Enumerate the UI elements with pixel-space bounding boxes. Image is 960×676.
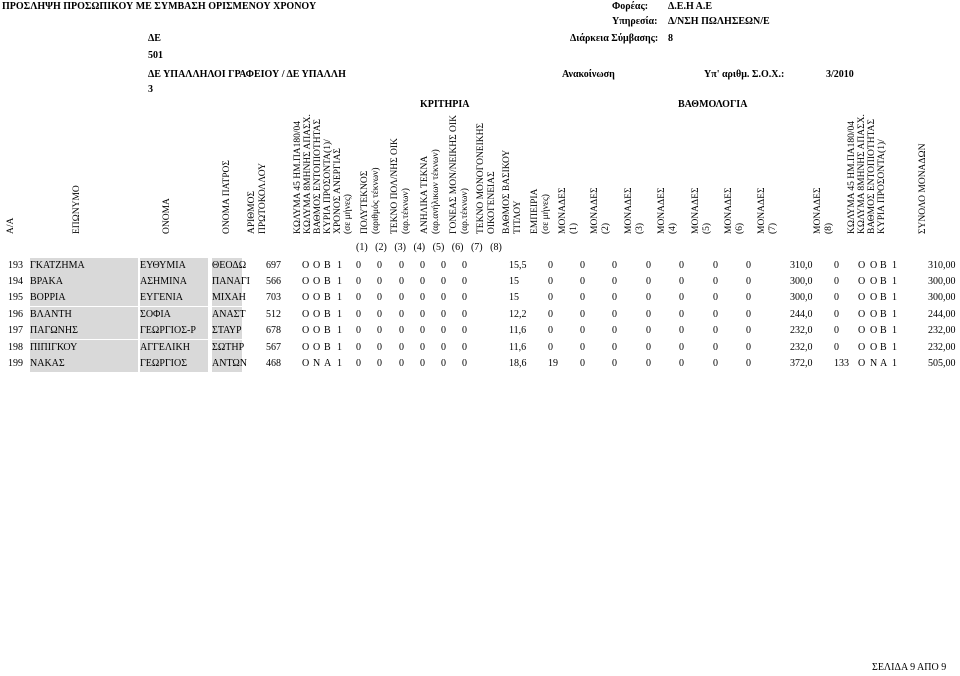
cell-monades-8: 0: [834, 342, 839, 353]
cell-kritirio-3: 0: [399, 309, 404, 320]
cell-monades-4: 0: [679, 292, 684, 303]
cell-monades-8: 0: [834, 325, 839, 336]
cell-synolo: 310,00: [928, 260, 956, 271]
cell-kritirio-4: 0: [420, 342, 425, 353]
table-row: [0, 258, 960, 274]
cell-entopiotita: Β: [324, 276, 331, 287]
cell-kyria-prosonta-b: 1: [892, 342, 897, 353]
cell-monades-6: 0: [746, 292, 751, 303]
col-teknopol-1: ΤΕΚΝΟ ΠΟΛ/ΝΗΣ ΟΙΚ: [390, 138, 400, 234]
cell-monades-2: 0: [612, 260, 617, 271]
cell-monades-5: 0: [713, 309, 718, 320]
col-protokollo-2: ΠΡΩΤΟΚΟΛΛΟΥ: [258, 163, 268, 234]
announcement-label: Ανακοίνωση: [562, 69, 615, 80]
cell-monades-6: 0: [746, 276, 751, 287]
col-monades-3-num: (3): [635, 222, 645, 234]
cell-kolyma-45-b: Ο: [858, 342, 866, 353]
sox-label: Υπ' αριθμ. Σ.Ο.Χ.:: [704, 69, 785, 80]
table-row: [0, 274, 960, 290]
cell-monades-6: 0: [746, 309, 751, 320]
cell-kritirio-1: 0: [356, 325, 361, 336]
cell-kritirio-7: 15,5: [509, 260, 527, 271]
cell-kolyma-45: Ο: [302, 342, 310, 353]
col-kolyma-2: ΚΩΛΥΜΑ 8ΜΗΝΗΣ ΑΠΑΣΧ.: [303, 114, 313, 234]
table-row: [0, 340, 960, 356]
cell-aa: 199: [8, 358, 23, 369]
ypiresia-label: Υπηρεσία:: [612, 16, 658, 27]
cell-monades-5: 0: [713, 342, 718, 353]
foreas-value: Δ.Ε.Η Α.Ε: [668, 1, 713, 12]
cell-kyria-prosonta: 1: [337, 342, 342, 353]
cell-kritirio-3: 0: [399, 276, 404, 287]
cell-monades-4: 0: [679, 309, 684, 320]
col-kolyma-b-3: ΒΑΘΜΟΣ ΕΝΤΟΠΙΟΤΗΤΑΣ: [867, 118, 877, 234]
cell-kritirio-4: 0: [420, 276, 425, 287]
cell-protokollo: 703: [266, 292, 281, 303]
cell-patros: ΘΕΟΔΩ: [212, 260, 247, 271]
cell-monades-1: 0: [580, 260, 585, 271]
cell-synolo: 232,00: [928, 342, 956, 353]
col-patros: ΟΝΟΜΑ ΠΑΤΡΟΣ: [222, 160, 232, 234]
cell-kolyma-8m-b: Ο: [870, 260, 878, 271]
sox-value: 3/2010: [826, 69, 854, 80]
cell-kolyma-45: Ο: [302, 276, 310, 287]
col-xronos-1: ΧΡΟΝΟΣ ΑΝΕΡΓΙΑΣ: [333, 148, 343, 234]
cell-monades-3: 0: [646, 358, 651, 369]
cell-kolyma-45-b: Ο: [858, 276, 866, 287]
cell-onoma: ΣΟΦΙΑ: [140, 309, 171, 320]
cell-kolyma-8m: Ο: [313, 342, 321, 353]
cell-entopiotita: Β: [324, 292, 331, 303]
cell-monades-5: 0: [713, 276, 718, 287]
cell-aa: 193: [8, 260, 23, 271]
cell-kolyma-8m-b: Ο: [870, 309, 878, 320]
cell-monades-8: 0: [834, 276, 839, 287]
col-monades-1-num: (1): [569, 222, 579, 234]
col-kolyma-b-1: ΚΩΛΥΜΑ 45 ΗΜ.ΠΑ180/04: [847, 120, 857, 234]
col-kolyma-b-4: ΚΥΡΙΑ ΠΡΟΣΟΝΤΑ(1)/: [877, 139, 887, 234]
cell-monades-6: 0: [746, 325, 751, 336]
cell-kyria-prosonta: 1: [337, 260, 342, 271]
cell-entopiotita-b: Β: [880, 325, 887, 336]
col-anilika-2: (αρ.ανήλικων τέκνων): [431, 149, 441, 234]
cell-kritirio-2: 0: [377, 325, 382, 336]
column-headers: [0, 98, 960, 234]
cell-monades-1: 0: [580, 342, 585, 353]
cell-kolyma-8m-b: Ο: [870, 276, 878, 287]
col-kolyma-4: ΚΥΡΙΑ ΠΡΟΣΟΝΤΑ(1)/: [323, 139, 333, 234]
col-goneas-2: (αρ.τέκνων): [460, 188, 470, 234]
cell-aa: 197: [8, 325, 23, 336]
cell-kritirio-8: 0: [548, 342, 553, 353]
cell-monades-7: 300,0: [790, 292, 813, 303]
cell-kritirio-6: 0: [462, 260, 467, 271]
cell-protokollo: 567: [266, 342, 281, 353]
cell-kritirio-7: 11,6: [509, 342, 527, 353]
cell-entopiotita: Α: [324, 358, 332, 369]
cell-kolyma-45-b: Ο: [858, 292, 866, 303]
cell-kolyma-8m-b: Ν: [870, 358, 878, 369]
col-eponymo: ΕΠΩΝΥΜΟ: [72, 185, 82, 234]
col-empeiria-2: (σε μήνες): [541, 194, 551, 234]
cell-kritirio-1: 0: [356, 260, 361, 271]
cell-entopiotita-b: Α: [880, 358, 888, 369]
col-kolyma-1: ΚΩΛΥΜΑ 45 ΗΜ.ΠΑ180/04: [293, 120, 303, 234]
cell-entopiotita: Β: [324, 342, 331, 353]
cell-monades-7: 310,0: [790, 260, 813, 271]
col-onoma: ΟΝΟΜΑ: [162, 198, 172, 234]
cell-kritirio-6: 0: [462, 309, 467, 320]
cell-kyria-prosonta: 1: [337, 276, 342, 287]
diarkeia-value: 8: [668, 33, 673, 44]
col-teknomon-1: ΤΕΚΝΟ ΜΟΝΟΓΟΝΕΙΚΗΣ: [476, 122, 486, 234]
cell-monades-3: 0: [646, 292, 651, 303]
criteria-numbers: (1) (2) (3) (4) (5) (6) (7) (8): [356, 242, 502, 253]
cell-kolyma-45: Ο: [302, 309, 310, 320]
table-row: [0, 356, 960, 372]
cell-kolyma-8m-b: Ο: [870, 325, 878, 336]
cell-kritirio-8: 0: [548, 309, 553, 320]
cell-onoma: ΕΥΓΕΝΙΑ: [140, 292, 183, 303]
cell-kolyma-45: Ο: [302, 292, 310, 303]
cell-kritirio-2: 0: [377, 276, 382, 287]
cell-monades-2: 0: [612, 276, 617, 287]
cell-kritirio-1: 0: [356, 358, 361, 369]
cell-kritirio-4: 0: [420, 358, 425, 369]
cell-kritirio-2: 0: [377, 342, 382, 353]
cell-patros: ΣΤΑΥΡ: [212, 325, 242, 336]
cell-kritirio-7: 11,6: [509, 325, 527, 336]
col-monades-2-num: (2): [601, 222, 611, 234]
cell-monades-5: 0: [713, 260, 718, 271]
cell-monades-2: 0: [612, 358, 617, 369]
cell-monades-7: 244,0: [790, 309, 813, 320]
cell-monades-5: 0: [713, 358, 718, 369]
table-row: [0, 307, 960, 323]
cell-kritirio-1: 0: [356, 342, 361, 353]
cell-protokollo: 697: [266, 260, 281, 271]
cell-aa: 196: [8, 309, 23, 320]
vathmologia-group-header: ΒΑΘΜΟΛΟΓΙΑ: [678, 99, 748, 110]
cell-monades-3: 0: [646, 309, 651, 320]
cell-eponymo: ΓΚΑΤΖΗΜΑ: [30, 260, 85, 271]
col-kolyma-b-2: ΚΩΛΥΜΑ 8ΜΗΝΗΣ ΑΠΑΣΧ.: [857, 114, 867, 234]
col-goneas-1: ΓΟΝΕΑΣ ΜΟΝ/ΝΕΙΚΗΣ ΟΙΚ: [449, 115, 459, 234]
cell-entopiotita-b: Β: [880, 260, 887, 271]
cell-kritirio-4: 0: [420, 325, 425, 336]
kritiria-group-header: ΚΡΙΤΗΡΙΑ: [420, 99, 470, 110]
cell-synolo: 232,00: [928, 325, 956, 336]
cell-monades-3: 0: [646, 342, 651, 353]
col-monades-7-num: (7): [768, 222, 778, 234]
diarkeia-label: Διάρκεια Σύμβασης:: [570, 33, 659, 44]
cell-kolyma-8m-b: Ο: [870, 342, 878, 353]
cell-kolyma-45-b: Ο: [858, 325, 866, 336]
cell-monades-5: 0: [713, 325, 718, 336]
cell-kolyma-45: Ο: [302, 260, 310, 271]
cell-monades-2: 0: [612, 309, 617, 320]
cell-onoma: ΕΥΘΥΜΙΑ: [140, 260, 186, 271]
cell-kritirio-5: 0: [441, 342, 446, 353]
cell-kritirio-3: 0: [399, 325, 404, 336]
cell-kritirio-5: 0: [441, 309, 446, 320]
col-vathmos-2: ΤΙΤΛΟΥ: [513, 200, 523, 234]
cell-kritirio-1: 0: [356, 276, 361, 287]
cell-protokollo: 566: [266, 276, 281, 287]
cell-monades-2: 0: [612, 325, 617, 336]
cell-entopiotita: Β: [324, 309, 331, 320]
cell-monades-7: 232,0: [790, 325, 813, 336]
col-monades-8-num: (8): [824, 222, 834, 234]
table-row: [0, 290, 960, 306]
cell-patros: ΑΝΑΣΤ: [212, 309, 246, 320]
cell-synolo: 300,00: [928, 292, 956, 303]
cell-synolo: 244,00: [928, 309, 956, 320]
cell-onoma: ΑΣΗΜΙΝΑ: [140, 276, 187, 287]
col-synolo: ΣΥΝΟΛΟ ΜΟΝΑΔΩΝ: [918, 143, 928, 234]
cell-eponymo: ΒΛΑΝΤΗ: [30, 309, 72, 320]
cell-kolyma-8m: Ο: [313, 292, 321, 303]
cell-kritirio-7: 15: [509, 276, 519, 287]
cell-kritirio-5: 0: [441, 325, 446, 336]
ypiresia-value: Δ/ΝΣΗ ΠΩΛΗΣΕΩΝ/Ε: [668, 16, 770, 27]
cell-kolyma-45-b: Ο: [858, 260, 866, 271]
cell-eponymo: ΠΙΠΙΓΚΟΥ: [30, 342, 78, 353]
cell-kritirio-7: 15: [509, 292, 519, 303]
cell-kritirio-8: 0: [548, 292, 553, 303]
cell-entopiotita-b: Β: [880, 342, 887, 353]
cell-onoma: ΓΕΩΡΓΙΟΣ-Ρ: [140, 325, 196, 336]
cell-kritirio-3: 0: [399, 292, 404, 303]
foreas-label: Φορέας:: [612, 1, 649, 12]
cell-kyria-prosonta-b: 1: [892, 276, 897, 287]
cell-kritirio-6: 0: [462, 325, 467, 336]
cell-kritirio-2: 0: [377, 260, 382, 271]
cell-patros: ΠΑΝΑΓΙ: [212, 276, 250, 287]
cell-kritirio-4: 0: [420, 292, 425, 303]
col-anilika-1: ΑΝΗΛΙΚΑ ΤΕΚΝΑ: [420, 155, 430, 234]
cell-monades-8: 133: [834, 358, 849, 369]
cell-kritirio-3: 0: [399, 358, 404, 369]
cell-entopiotita-b: Β: [880, 276, 887, 287]
cell-kyria-prosonta-b: 1: [892, 325, 897, 336]
cell-monades-7: 372,0: [790, 358, 813, 369]
cell-entopiotita-b: Β: [880, 309, 887, 320]
cell-monades-1: 0: [580, 292, 585, 303]
col-polyteknos-2: (αριθμός τέκνων): [371, 167, 381, 234]
cell-monades-5: 0: [713, 292, 718, 303]
cell-eponymo: ΒΟΡΡΙΑ: [30, 292, 66, 303]
cell-kritirio-6: 0: [462, 292, 467, 303]
cell-kritirio-3: 0: [399, 342, 404, 353]
cell-monades-6: 0: [746, 342, 751, 353]
cell-synolo: 505,00: [928, 358, 956, 369]
col-kolyma-3: ΒΑΘΜΟΣ ΕΝΤΟΠΙΟΤΗΤΑΣ: [313, 118, 323, 234]
positions-count: 3: [148, 84, 153, 95]
col-empeiria-1: ΕΜΠΕΙΡΙΑ: [530, 188, 540, 234]
cell-onoma: ΓΕΩΡΓΙΟΣ: [140, 358, 188, 369]
col-teknomon-2: ΟΙΚΟΓΕΝΕΙΑΣ: [487, 171, 497, 234]
col-monades-4-num: (4): [668, 222, 678, 234]
cell-kritirio-3: 0: [399, 260, 404, 271]
col-monades-7: ΜΟΝΑΔΕΣ: [757, 187, 767, 234]
cell-protokollo: 678: [266, 325, 281, 336]
cell-monades-3: 0: [646, 276, 651, 287]
cell-eponymo: ΠΑΓΩΝΗΣ: [30, 325, 78, 336]
cell-monades-7: 300,0: [790, 276, 813, 287]
specialty-code: 501: [148, 50, 163, 61]
col-monades-2: ΜΟΝΑΔΕΣ: [590, 187, 600, 234]
table-row: [0, 323, 960, 339]
cell-kritirio-6: 0: [462, 358, 467, 369]
cell-monades-3: 0: [646, 325, 651, 336]
cell-aa: 194: [8, 276, 23, 287]
cell-kritirio-7: 18,6: [509, 358, 527, 369]
cell-kolyma-45-b: Ο: [858, 358, 866, 369]
cell-monades-4: 0: [679, 342, 684, 353]
col-aa: Α/Α: [6, 217, 16, 234]
cell-kyria-prosonta: 1: [337, 325, 342, 336]
cell-monades-6: 0: [746, 260, 751, 271]
col-monades-6: ΜΟΝΑΔΕΣ: [724, 187, 734, 234]
cell-monades-7: 232,0: [790, 342, 813, 353]
cell-aa: 195: [8, 292, 23, 303]
cell-kritirio-8: 0: [548, 260, 553, 271]
cell-kritirio-6: 0: [462, 342, 467, 353]
cell-kolyma-45-b: Ο: [858, 309, 866, 320]
cell-kolyma-8m: Ο: [313, 309, 321, 320]
cell-patros: ΜΙΧΑΗ: [212, 292, 246, 303]
cell-eponymo: ΝΑΚΑΣ: [30, 358, 65, 369]
col-monades-5-num: (5): [702, 222, 712, 234]
cell-monades-1: 0: [580, 276, 585, 287]
cell-kyria-prosonta-b: 1: [892, 292, 897, 303]
col-vathmos-1: ΒΑΘΜΟΣ ΒΑΣΙΚΟΥ: [502, 149, 512, 234]
cell-kritirio-8: 0: [548, 325, 553, 336]
cell-kyria-prosonta-b: 1: [892, 309, 897, 320]
cell-kolyma-8m: Ν: [313, 358, 321, 369]
cell-protokollo: 468: [266, 358, 281, 369]
cell-protokollo: 512: [266, 309, 281, 320]
cell-kyria-prosonta: 1: [337, 309, 342, 320]
col-monades-1: ΜΟΝΑΔΕΣ: [558, 187, 568, 234]
cell-kritirio-2: 0: [377, 358, 382, 369]
cell-patros: ΑΝΤΩΝ: [212, 358, 248, 369]
cell-monades-1: 0: [580, 358, 585, 369]
cell-kritirio-7: 12,2: [509, 309, 527, 320]
cell-kolyma-45: Ο: [302, 325, 310, 336]
cell-monades-6: 0: [746, 358, 751, 369]
cell-monades-8: 0: [834, 309, 839, 320]
cell-kritirio-5: 0: [441, 358, 446, 369]
cell-eponymo: ΒΡΑΚΑ: [30, 276, 63, 287]
cell-monades-2: 0: [612, 342, 617, 353]
cell-monades-2: 0: [612, 292, 617, 303]
cell-monades-8: 0: [834, 260, 839, 271]
cell-kritirio-4: 0: [420, 309, 425, 320]
cell-monades-4: 0: [679, 260, 684, 271]
col-protokollo-1: ΑΡΙΘΜΟΣ: [247, 190, 257, 234]
col-monades-8: ΜΟΝΑΔΕΣ: [813, 187, 823, 234]
col-monades-5: ΜΟΝΑΔΕΣ: [691, 187, 701, 234]
cell-kyria-prosonta-b: 1: [892, 260, 897, 271]
cell-entopiotita-b: Β: [880, 292, 887, 303]
page-number: ΣΕΛΙΔΑ 9 ΑΠΟ 9: [872, 662, 947, 673]
cell-kyria-prosonta-b: 1: [892, 358, 897, 369]
cell-monades-4: 0: [679, 325, 684, 336]
document-title: ΠΡΟΣΛΗΨΗ ΠΡΟΣΩΠΙΚΟΥ ΜΕ ΣΥΜΒΑΣΗ ΟΡΙΣΜΕΝΟΥ ΧΡΟΝΟΥ: [2, 1, 317, 12]
cell-monades-4: 0: [679, 276, 684, 287]
cell-entopiotita: Β: [324, 260, 331, 271]
cell-patros: ΣΩΤΗΡ: [212, 342, 245, 353]
cell-kritirio-5: 0: [441, 260, 446, 271]
cell-kritirio-1: 0: [356, 309, 361, 320]
cell-monades-1: 0: [580, 325, 585, 336]
cell-synolo: 300,00: [928, 276, 956, 287]
col-teknopol-2: (αρ.τέκνων): [401, 188, 411, 234]
category-de: ΔΕ: [148, 33, 161, 44]
cell-monades-1: 0: [580, 309, 585, 320]
cell-kolyma-8m: Ο: [313, 260, 321, 271]
cell-aa: 198: [8, 342, 23, 353]
cell-entopiotita: Β: [324, 325, 331, 336]
col-polyteknos-1: ΠΟΛΥΤΕΚΝΟΣ: [360, 170, 370, 234]
cell-monades-4: 0: [679, 358, 684, 369]
cell-kritirio-4: 0: [420, 260, 425, 271]
cell-kyria-prosonta: 1: [337, 292, 342, 303]
col-monades-3: ΜΟΝΑΔΕΣ: [624, 187, 634, 234]
cell-kritirio-8: 0: [548, 276, 553, 287]
cell-kolyma-8m: Ο: [313, 276, 321, 287]
cell-kritirio-2: 0: [377, 309, 382, 320]
cell-kolyma-8m-b: Ο: [870, 292, 878, 303]
col-xronos-2: (σε μήνες): [343, 194, 353, 234]
cell-onoma: ΑΓΓΕΛΙΚΗ: [140, 342, 190, 353]
cell-kritirio-1: 0: [356, 292, 361, 303]
cell-kritirio-5: 0: [441, 276, 446, 287]
cell-kritirio-5: 0: [441, 292, 446, 303]
specialty-name: ΔΕ ΥΠΑΛΛΗΛΟΙ ΓΡΑΦΕΙΟΥ / ΔΕ ΥΠΑΛΛΗ: [148, 69, 346, 80]
cell-kolyma-45: Ο: [302, 358, 310, 369]
cell-kritirio-6: 0: [462, 276, 467, 287]
cell-monades-8: 0: [834, 292, 839, 303]
cell-kritirio-2: 0: [377, 292, 382, 303]
col-monades-4: ΜΟΝΑΔΕΣ: [657, 187, 667, 234]
cell-monades-3: 0: [646, 260, 651, 271]
cell-kritirio-8: 19: [548, 358, 558, 369]
col-monades-6-num: (6): [735, 222, 745, 234]
cell-kyria-prosonta: 1: [337, 358, 342, 369]
cell-kolyma-8m: Ο: [313, 325, 321, 336]
